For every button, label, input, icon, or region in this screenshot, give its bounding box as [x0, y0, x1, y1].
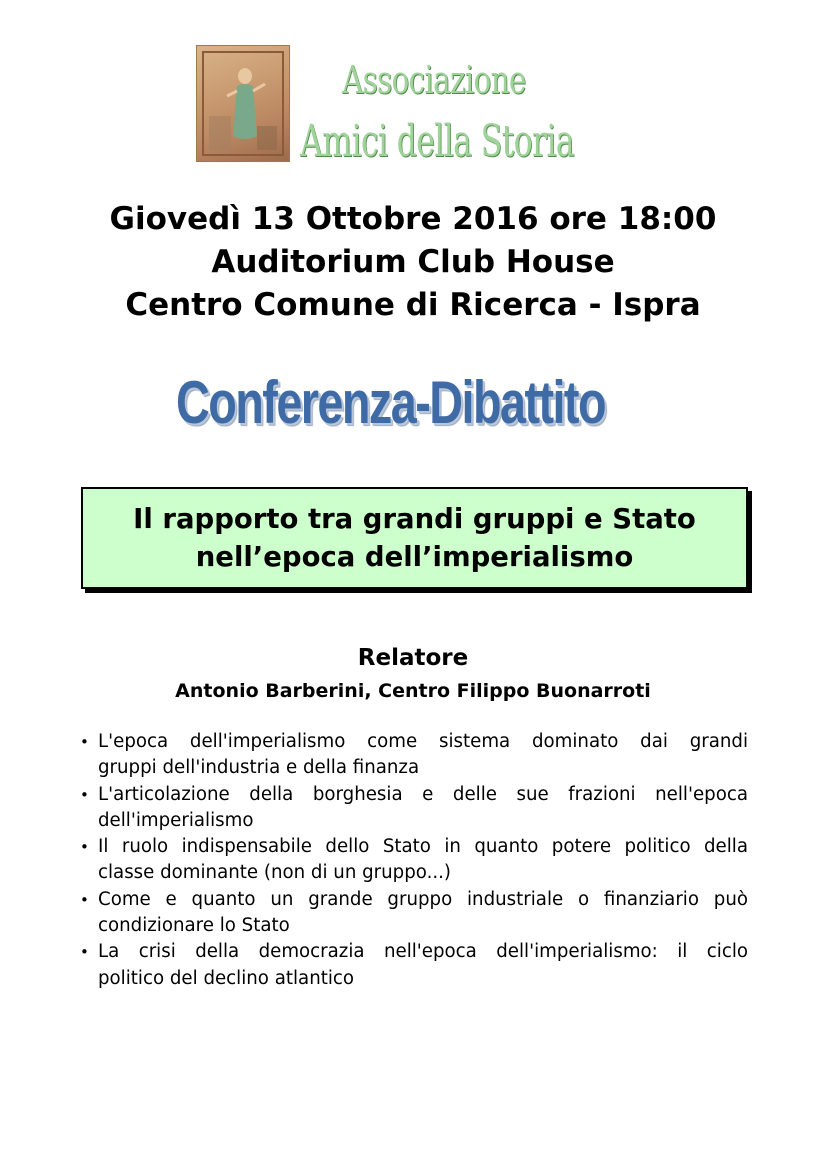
bullet-icon: • — [80, 890, 89, 909]
speaker-name: Antonio Barberini, Centro Filippo Buonarroti — [175, 680, 651, 702]
event-info — [0, 198, 826, 327]
list-item-line: La crisi della democrazia nell'epoca dell'imperialismo: il ciclo — [98, 941, 748, 963]
bullet-icon: • — [80, 733, 89, 751]
list-item-line: classe dominante (non di un gruppo...) — [98, 862, 452, 884]
list-item — [78, 782, 748, 835]
speaker-label: Relatore — [357, 645, 469, 671]
bullet-icon: • — [80, 785, 89, 804]
bullet-icon: • — [80, 943, 89, 962]
list-item-line: L'epoca dell'imperialismo come sistema dominato dai grandi — [98, 731, 748, 752]
list-item-line: dell'imperialismo — [98, 809, 254, 831]
list-item-line: L'articolazione della borghesia e delle sue frazioni nell'epoca — [98, 783, 748, 805]
logo-figure-icon — [197, 46, 289, 161]
list-item — [78, 834, 748, 887]
fresco-painting-logo-icon — [196, 45, 290, 162]
list-item-line: politico del declino atlantico — [98, 967, 355, 989]
event-date-time: Giovedì 13 Ottobre 2016 ore 18:00 — [109, 201, 717, 237]
association-line1: Associazione — [342, 58, 526, 102]
list-item — [78, 939, 748, 992]
topics-list — [78, 729, 748, 992]
list-item-line: Come e quanto un grande gruppo industriale o finanziario può — [98, 888, 748, 910]
list-item-line: Il ruolo indispensabile dello Stato in quanto potere politico della — [98, 836, 748, 858]
topic-box — [81, 487, 748, 589]
association-line2: Amici della Storia — [300, 116, 574, 167]
conference-title: Conferenza-Dibattito — [176, 369, 605, 436]
topic-line2: nell’epoca dell’imperialismo — [195, 541, 634, 573]
list-item — [78, 729, 748, 782]
topic-line1: Il rapporto tra grandi gruppi e Stato — [133, 503, 696, 535]
list-item-line: gruppi dell'industria e della finanza — [98, 757, 420, 779]
bullet-icon: • — [80, 838, 89, 857]
event-location: Centro Comune di Ricerca - Ispra — [125, 287, 701, 323]
event-venue: Auditorium Club House — [211, 244, 615, 280]
list-item-line: condizionare lo Stato — [98, 915, 290, 937]
list-item — [78, 887, 748, 940]
